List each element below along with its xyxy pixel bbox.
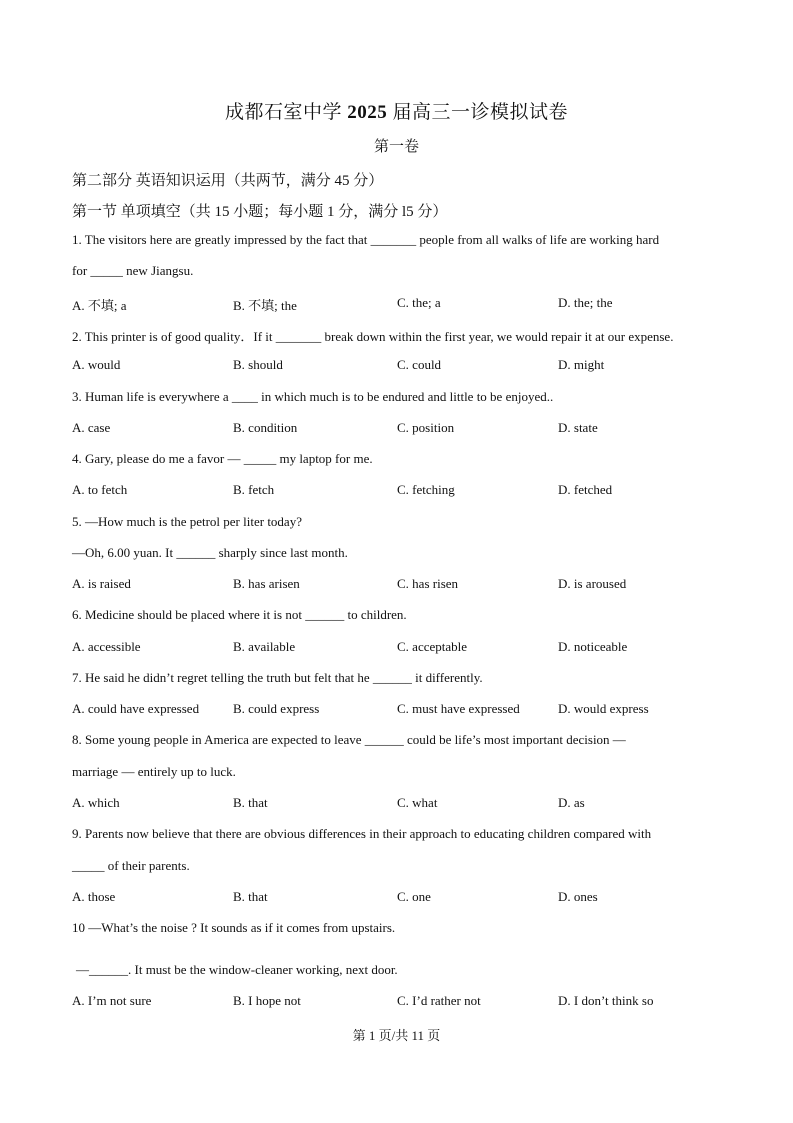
section-heading: 第一节 单项填空（共 15 小题；每小题 1 分，满分 l5 分） [72, 204, 448, 220]
question-2-stem: 2. This printer is of good quality．If it _______ break down within the first year, we would repair it at our expense. [72, 329, 674, 344]
question-3-option-b[interactable]: B. condition [233, 420, 298, 435]
question-10-options [72, 993, 752, 1011]
question-4-option-b[interactable]: B. fetch [233, 482, 275, 497]
question-5-option-c[interactable]: C. has risen [397, 576, 459, 591]
question-7-option-d[interactable]: D. would express [558, 701, 649, 716]
title-exam-name: 届高三一诊模拟试卷 [387, 102, 569, 123]
question-10-option-a[interactable]: A. I’m not sure [72, 993, 152, 1008]
question-1-option-d[interactable]: D. the; the [558, 295, 613, 310]
question-8-stem-line-2: marriage — entirely up to luck. [72, 764, 236, 779]
question-8-options [72, 795, 752, 813]
question-10-option-d[interactable]: D. I don’t think so [558, 993, 654, 1008]
question-5-option-d[interactable]: D. is aroused [558, 576, 627, 591]
question-3-option-c[interactable]: C. position [397, 420, 455, 435]
question-9-option-c[interactable]: C. one [397, 889, 431, 904]
question-9-stem-line-1: 9. Parents now believe that there are obvious differences in their approach to educating children compared with [72, 826, 652, 841]
question-6-option-c[interactable]: C. acceptable [397, 639, 468, 654]
question-1-stem-line-2: for _____ new Jiangsu. [72, 263, 194, 278]
question-6-option-b[interactable]: B. available [233, 639, 296, 654]
question-8-option-b[interactable]: B. that [233, 795, 268, 810]
question-1-stem-line-1: 1. The visitors here are greatly impressed by the fact that _______ people from all walks of life are working hard [72, 232, 660, 247]
question-2-option-a[interactable]: A. would [72, 357, 121, 372]
question-9-option-b[interactable]: B. that [233, 889, 268, 904]
question-4-stem: 4. Gary, please do me a favor — _____ my laptop for me. [72, 451, 373, 466]
question-9-option-a[interactable]: A. those [72, 889, 116, 904]
question-6-options [72, 639, 752, 657]
question-1-option-c[interactable]: C. the; a [397, 295, 441, 310]
question-10-stem-line-2: —______. It must be the window-cleaner working, next door. [76, 962, 398, 977]
question-4-options [72, 482, 752, 500]
question-1-option-b[interactable]: B. 不填; the [233, 298, 297, 313]
question-5-stem-line-1: 5. —How much is the petrol per liter today? [72, 514, 302, 529]
question-8-option-c[interactable]: C. what [397, 795, 438, 810]
exam-title [0, 97, 793, 124]
question-7-option-a[interactable]: A. could have expressed [72, 701, 200, 716]
question-5-option-b[interactable]: B. has arisen [233, 576, 300, 591]
question-1-option-a[interactable]: A. 不填; a [72, 298, 127, 313]
question-8-option-d[interactable]: D. as [558, 795, 585, 810]
question-5-option-a[interactable]: A. is raised [72, 576, 131, 591]
question-8-option-a[interactable]: A. which [72, 795, 120, 810]
question-7-stem: 7. He said he didn’t regret telling the truth but felt that he ______ it differently. [72, 670, 483, 685]
question-9-stem-line-2: _____ of their parents. [72, 858, 190, 873]
question-6-option-d[interactable]: D. noticeable [558, 639, 628, 654]
question-3-options [72, 420, 752, 438]
question-3-option-a[interactable]: A. case [72, 420, 111, 435]
question-4-option-a[interactable]: A. to fetch [72, 482, 128, 497]
question-10-stem-line-1: 10 —What’s the noise ? It sounds as if it comes from upstairs. [72, 920, 396, 935]
question-4-option-d[interactable]: D. fetched [558, 482, 613, 497]
question-10-option-b[interactable]: B. I hope not [233, 993, 301, 1008]
question-4-option-c[interactable]: C. fetching [397, 482, 455, 497]
question-3-option-d[interactable]: D. state [558, 420, 598, 435]
question-9-option-d[interactable]: D. ones [558, 889, 598, 904]
question-3-stem: 3. Human life is everywhere a ____ in which much is to be endured and little to be enjoyed.. [72, 389, 554, 404]
part-heading: 第二部分 英语知识运用（共两节，满分 45 分） [72, 173, 384, 189]
question-7-option-b[interactable]: B. could express [233, 701, 320, 716]
title-year: 2025 [347, 102, 388, 123]
question-8-stem-line-1: 8. Some young people in America are expected to leave ______ could be life’s most important decision — [72, 732, 626, 747]
question-2-option-d[interactable]: D. might [558, 357, 605, 372]
question-7-options [72, 701, 752, 719]
question-2-option-c[interactable]: C. could [397, 357, 442, 372]
question-5-stem-line-2: —Oh, 6.00 yuan. It ______ sharply since last month. [72, 545, 348, 560]
question-10-option-c[interactable]: C. I’d rather not [397, 993, 481, 1008]
page-number: 第 1 页/共 11 页 [352, 1028, 441, 1043]
question-7-option-c[interactable]: C. must have expressed [397, 701, 520, 716]
question-6-option-a[interactable]: A. accessible [72, 639, 141, 654]
question-5-options [72, 576, 752, 594]
question-1-options [72, 295, 752, 313]
question-6-stem: 6. Medicine should be placed where it is not ______ to children. [72, 607, 407, 622]
volume-label: 第一卷 [373, 139, 419, 155]
question-2-option-b[interactable]: B. should [233, 357, 283, 372]
title-school: 成都石室中学 [224, 102, 348, 123]
question-2-options [72, 357, 752, 375]
question-9-options [72, 889, 752, 907]
